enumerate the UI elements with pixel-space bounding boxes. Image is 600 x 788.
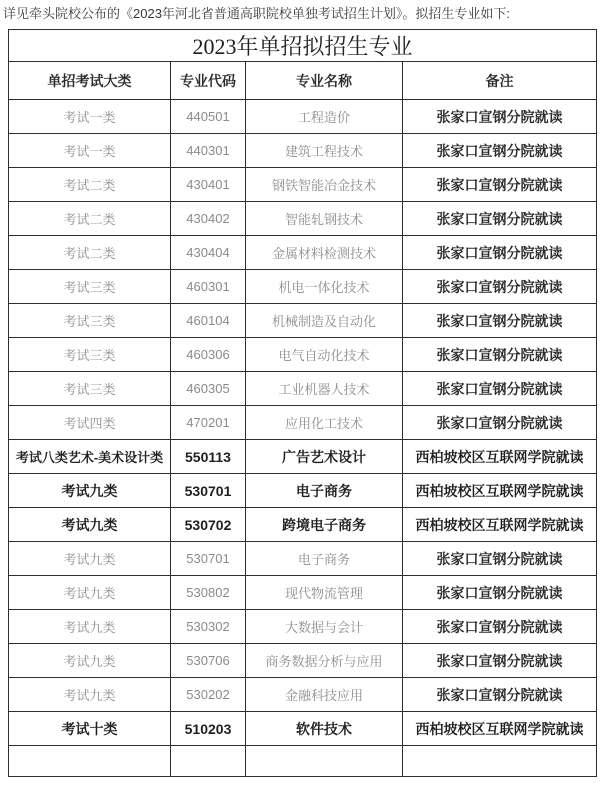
code-cell: 460306 [171,338,246,372]
code-cell: 530702 [171,508,246,542]
major-cell: 金属材料检测技术 [246,236,403,270]
major-cell: 电子商务 [246,542,403,576]
header-category: 单招考试大类 [9,62,171,100]
code-cell: 530701 [171,542,246,576]
code-cell: 430404 [171,236,246,270]
code-cell: 460301 [171,270,246,304]
category-cell: 考试三类 [9,304,171,338]
table-row [9,406,597,440]
major-cell: 现代物流管理 [246,576,403,610]
category-cell: 考试二类 [9,168,171,202]
category-cell: 考试九类 [9,678,171,712]
table-title: 2023年单招拟招生专业 [9,30,597,62]
admissions-table [8,29,597,777]
major-cell: 金融科技应用 [246,678,403,712]
remark-cell: 西柏坡校区互联网学院就读 [403,474,597,508]
table-row [9,270,597,304]
code-cell: 430402 [171,202,246,236]
remark-cell: 张家口宣钢分院就读 [403,678,597,712]
table-head [9,30,597,100]
table-row [9,168,597,202]
major-cell: 机电一体化技术 [246,270,403,304]
code-cell: 510203 [171,712,246,746]
table-header-row [9,62,597,100]
category-cell: 考试二类 [9,236,171,270]
table-title-row [9,30,597,62]
code-cell: 530302 [171,610,246,644]
remark-cell: 张家口宣钢分院就读 [403,406,597,440]
table-row [9,202,597,236]
major-cell: 应用化工技术 [246,406,403,440]
code-cell: 430401 [171,168,246,202]
remark-cell: 西柏坡校区互联网学院就读 [403,712,597,746]
category-cell: 考试九类 [9,610,171,644]
major-cell: 钢铁智能冶金技术 [246,168,403,202]
category-cell: 考试二类 [9,202,171,236]
empty-cell [246,746,403,777]
code-cell: 440301 [171,134,246,168]
major-cell: 广告艺术设计 [246,440,403,474]
category-cell: 考试三类 [9,372,171,406]
code-cell: 470201 [171,406,246,440]
remark-cell: 张家口宣钢分院就读 [403,168,597,202]
remark-cell: 张家口宣钢分院就读 [403,542,597,576]
remark-cell: 西柏坡校区互联网学院就读 [403,440,597,474]
category-cell: 考试九类 [9,576,171,610]
category-cell: 考试一类 [9,100,171,134]
remark-cell: 张家口宣钢分院就读 [403,202,597,236]
category-cell: 考试一类 [9,134,171,168]
category-cell: 考试四类 [9,406,171,440]
major-cell: 建筑工程技术 [246,134,403,168]
remark-cell: 张家口宣钢分院就读 [403,338,597,372]
remark-cell: 张家口宣钢分院就读 [403,134,597,168]
category-cell: 考试八类艺术-美术设计类 [9,440,171,474]
table-row [9,678,597,712]
major-cell: 工程造价 [246,100,403,134]
category-cell: 考试十类 [9,712,171,746]
code-cell: 550113 [171,440,246,474]
major-cell: 商务数据分析与应用 [246,644,403,678]
category-cell: 考试九类 [9,644,171,678]
major-cell: 大数据与会计 [246,610,403,644]
remark-cell: 张家口宣钢分院就读 [403,304,597,338]
header-major: 专业名称 [246,62,403,100]
major-cell: 跨境电子商务 [246,508,403,542]
remark-cell: 张家口宣钢分院就读 [403,100,597,134]
remark-cell: 张家口宣钢分院就读 [403,236,597,270]
empty-cell [403,746,597,777]
table-row [9,372,597,406]
table-row [9,304,597,338]
major-cell: 机械制造及自动化 [246,304,403,338]
major-cell: 电气自动化技术 [246,338,403,372]
major-cell: 电子商务 [246,474,403,508]
table-row [9,712,597,746]
intro-text: 详见牵头院校公布的《2023年河北省普通高职院校单独考试招生计划》。拟招生专业如下: [3,6,511,21]
code-cell: 530701 [171,474,246,508]
table-row [9,508,597,542]
table-row [9,338,597,372]
empty-cell [171,746,246,777]
code-cell: 460104 [171,304,246,338]
table-row [9,542,597,576]
table-row [9,440,597,474]
table-row [9,236,597,270]
code-cell: 530802 [171,576,246,610]
category-cell: 考试九类 [9,508,171,542]
category-cell: 考试三类 [9,270,171,304]
table-row [9,644,597,678]
remark-cell: 张家口宣钢分院就读 [403,610,597,644]
table-row [9,474,597,508]
remark-cell: 西柏坡校区互联网学院就读 [403,508,597,542]
category-cell: 考试九类 [9,474,171,508]
code-cell: 460305 [171,372,246,406]
table-row-partial [9,746,597,777]
major-cell: 智能轧钢技术 [246,202,403,236]
empty-cell [9,746,171,777]
header-remark: 备注 [403,62,597,100]
table-row [9,100,597,134]
remark-cell: 张家口宣钢分院就读 [403,644,597,678]
major-cell: 软件技术 [246,712,403,746]
code-cell: 440501 [171,100,246,134]
remark-cell: 张家口宣钢分院就读 [403,270,597,304]
category-cell: 考试三类 [9,338,171,372]
table-row [9,610,597,644]
header-code: 专业代码 [171,62,246,100]
major-cell: 工业机器人技术 [246,372,403,406]
remark-cell: 张家口宣钢分院就读 [403,576,597,610]
table-row [9,576,597,610]
table-body [9,100,597,777]
category-cell: 考试九类 [9,542,171,576]
code-cell: 530202 [171,678,246,712]
table-row [9,134,597,168]
code-cell: 530706 [171,644,246,678]
remark-cell: 张家口宣钢分院就读 [403,372,597,406]
